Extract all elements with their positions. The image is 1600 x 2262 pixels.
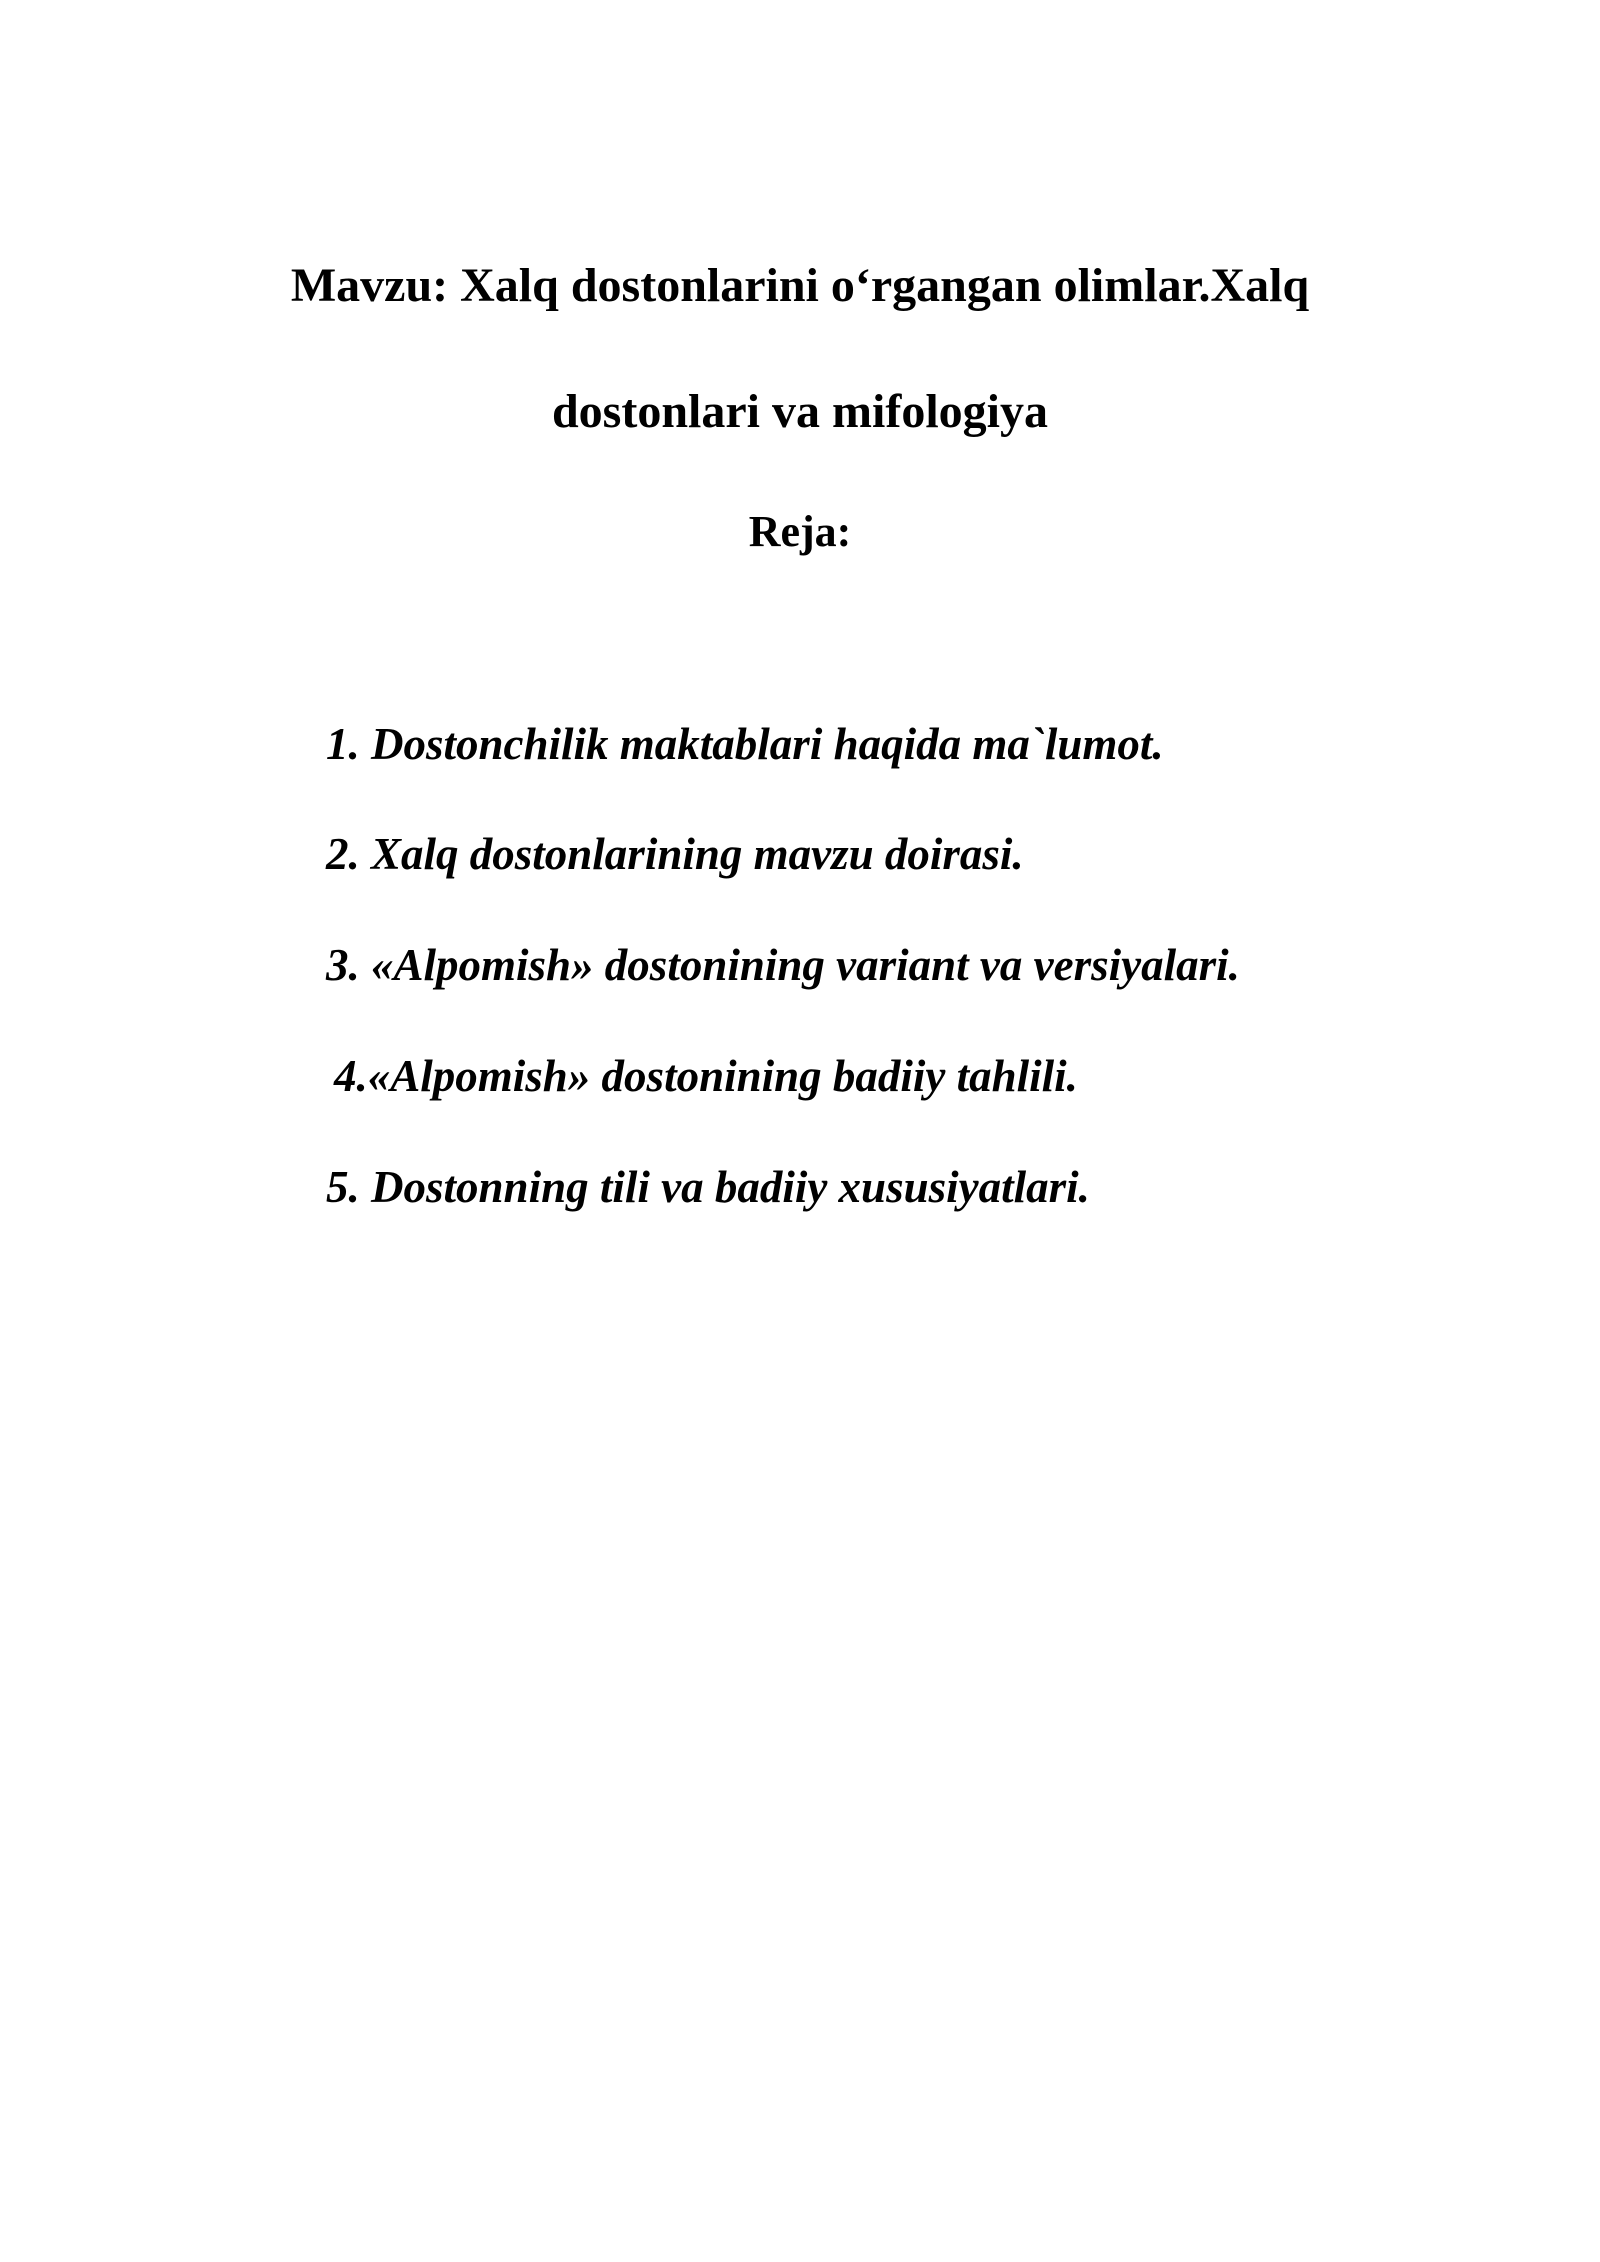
plan-item-5: 5. Dostonning tili va badiiy xususiyatlari. (326, 1162, 1090, 1212)
plan-item-4: 4.«Alpomish» dostonining badiiy tahlili. (334, 1051, 1078, 1101)
plan-item-2: 2. Xalq dostonlarining mavzu doirasi. (326, 829, 1024, 879)
plan-heading: Reja: (748, 507, 852, 556)
plan-item-1: 1. Dostonchilik maktablari haqida ma`lumot. (326, 719, 1164, 769)
plan-item-3: 3. «Alpomish» dostonining variant va versiyalari. (326, 940, 1240, 990)
page-title-line-2: dostonlari va mifologiya (551, 385, 1048, 438)
page-title-line-1: Mavzu: Xalq dostonlarini o‘rgangan olimlar.Xalq (290, 259, 1310, 312)
